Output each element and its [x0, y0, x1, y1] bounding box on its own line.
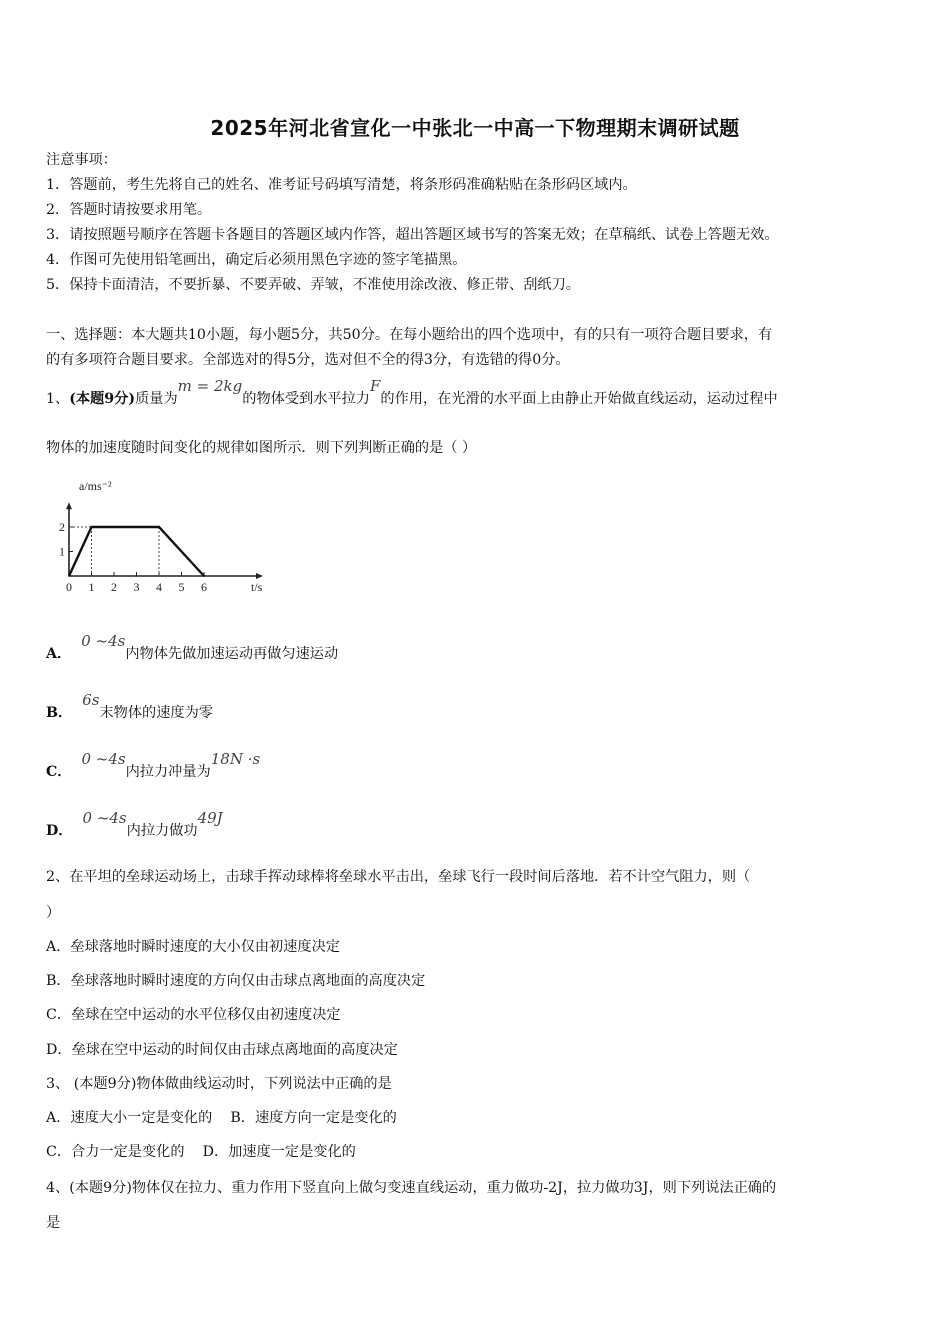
notice-item: 2．答题时请按要求用笔。	[46, 202, 212, 218]
question-score: (本题9分)	[69, 391, 136, 407]
stem-text: 的作用，在光滑的水平面上由静止开始做直线运动，运动过程中	[380, 391, 778, 407]
x-tick-label: 6	[201, 580, 207, 594]
stem-text: 的物体受到水平拉力	[242, 391, 370, 407]
data-point	[203, 575, 205, 577]
q3-options-row[interactable]: C．合力一定是变化的 D．加速度一定是变化的	[46, 1144, 356, 1160]
question-3-stem: 3、 (本题9分)物体做曲线运动时，下列说法中正确的是	[46, 1076, 392, 1092]
math-mass: m = 2kg	[177, 377, 243, 395]
question-1-stem	[46, 377, 778, 409]
y-axis-arrow	[66, 502, 72, 509]
q2-option-b[interactable]: B．垒球落地时瞬时速度的方向仅由击球点离地面的高度决定	[46, 973, 426, 989]
data-point	[158, 526, 160, 528]
option-math: 49J	[197, 809, 223, 827]
acceleration-curve	[69, 527, 204, 576]
math-force: F	[369, 377, 381, 395]
option-text: 内拉力冲量为	[125, 764, 211, 780]
question-4-stem: 4、(本题9分)物体仅在拉力、重力作用下竖直向上做匀变速直线运动，重力做功-2J，拉力做功3J，则下列说法正确的	[46, 1180, 777, 1196]
notice-item: 4．作图可先使用铅笔画出，确定后必须用黑色字迹的签字笔描黑。	[46, 252, 467, 268]
question-number: 1、	[46, 391, 70, 407]
question-2-stem: 2、在平坦的垒球运动场上，击球手挥动球棒将垒球水平击出，垒球飞行一段时间后落地．若不计空气阻力，则（	[46, 869, 751, 885]
notice-item: 5．保持卡面清洁，不要折暴、不要弄破、弄皱，不准使用涂改液、修正带、刮纸刀。	[46, 277, 580, 293]
option-math: 18N ·s	[210, 750, 261, 768]
q3-options-row[interactable]: A．速度大小一定是变化的 B．速度方向一定是变化的	[46, 1110, 397, 1126]
stem-text: 质量为	[135, 391, 178, 407]
x-tick-label: 4	[156, 580, 162, 594]
question-4-stem-line2: 是	[46, 1215, 61, 1231]
option-math: 6s	[82, 691, 100, 709]
data-point	[68, 575, 70, 577]
option-c[interactable]	[46, 750, 261, 782]
option-d[interactable]	[46, 809, 223, 841]
option-math: 0 ~4s	[81, 750, 126, 768]
q2-option-a[interactable]: A．垒球落地时瞬时速度的大小仅由初速度决定	[46, 939, 340, 955]
q2-option-d[interactable]: D．垒球在空中运动的时间仅由击球点离地面的高度决定	[46, 1042, 398, 1058]
x-tick-label: 0	[66, 580, 72, 594]
option-label: B．	[46, 705, 73, 721]
option-text: 内拉力做功	[126, 823, 198, 839]
option-math: 0 ~4s	[82, 809, 127, 827]
notice-item: 3．请按照题号顺序在答题卡各题目的答题区域内作答，超出答题区域书写的答案无效；在草稿纸、试卷上答题无效。	[46, 227, 779, 243]
option-a[interactable]	[46, 632, 339, 664]
option-text: 内物体先做加速运动再做匀速运动	[125, 646, 339, 662]
y-tick-label: 1	[59, 544, 65, 559]
data-point	[91, 526, 93, 528]
option-b[interactable]	[46, 691, 213, 723]
option-math: 0 ~4s	[81, 632, 126, 650]
y-tick-label: 2	[59, 520, 65, 534]
x-tick-label: 2	[111, 580, 117, 594]
notice-heading: 注意事项：	[46, 152, 117, 168]
x-tick-label: 3	[133, 580, 140, 594]
acceleration-time-graph	[55, 476, 265, 596]
option-label: A．	[46, 646, 72, 662]
q2-option-c[interactable]: C．垒球在空中运动的水平位移仅由初速度决定	[46, 1007, 341, 1023]
x-tick-label: 1	[88, 580, 95, 594]
option-text: 末物体的速度为零	[99, 705, 213, 721]
section-intro: 的有多项符合题目要求。全部选对的得5分，选对但不全的得3分，有选错的得0分。	[46, 352, 570, 368]
x-tick-label: 5	[178, 580, 185, 594]
x-axis-label: t/s	[251, 580, 263, 594]
question-2-stem-line2: ）	[46, 905, 61, 921]
question-1-stem-line2: 物体的加速度随时间变化的规律如图所示．则下列判断正确的是（ ）	[46, 440, 477, 456]
notice-item: 1．答题前，考生先将自己的姓名、准考证号码填写清楚，将条形码准确粘贴在条形码区域内。	[46, 177, 637, 193]
x-axis-arrow	[256, 573, 263, 579]
section-intro: 一、选择题：本大题共10小题，每小题5分，共50分。在每小题给出的四个选项中，有的只有一项符合题目要求，有	[46, 327, 773, 343]
option-label: D．	[46, 823, 73, 839]
page-title: 2025年河北省宣化一中张北一中高一下物理期末调研试题	[210, 116, 740, 140]
y-axis-label: a/ms⁻²	[79, 479, 112, 493]
option-label: C．	[46, 764, 72, 780]
